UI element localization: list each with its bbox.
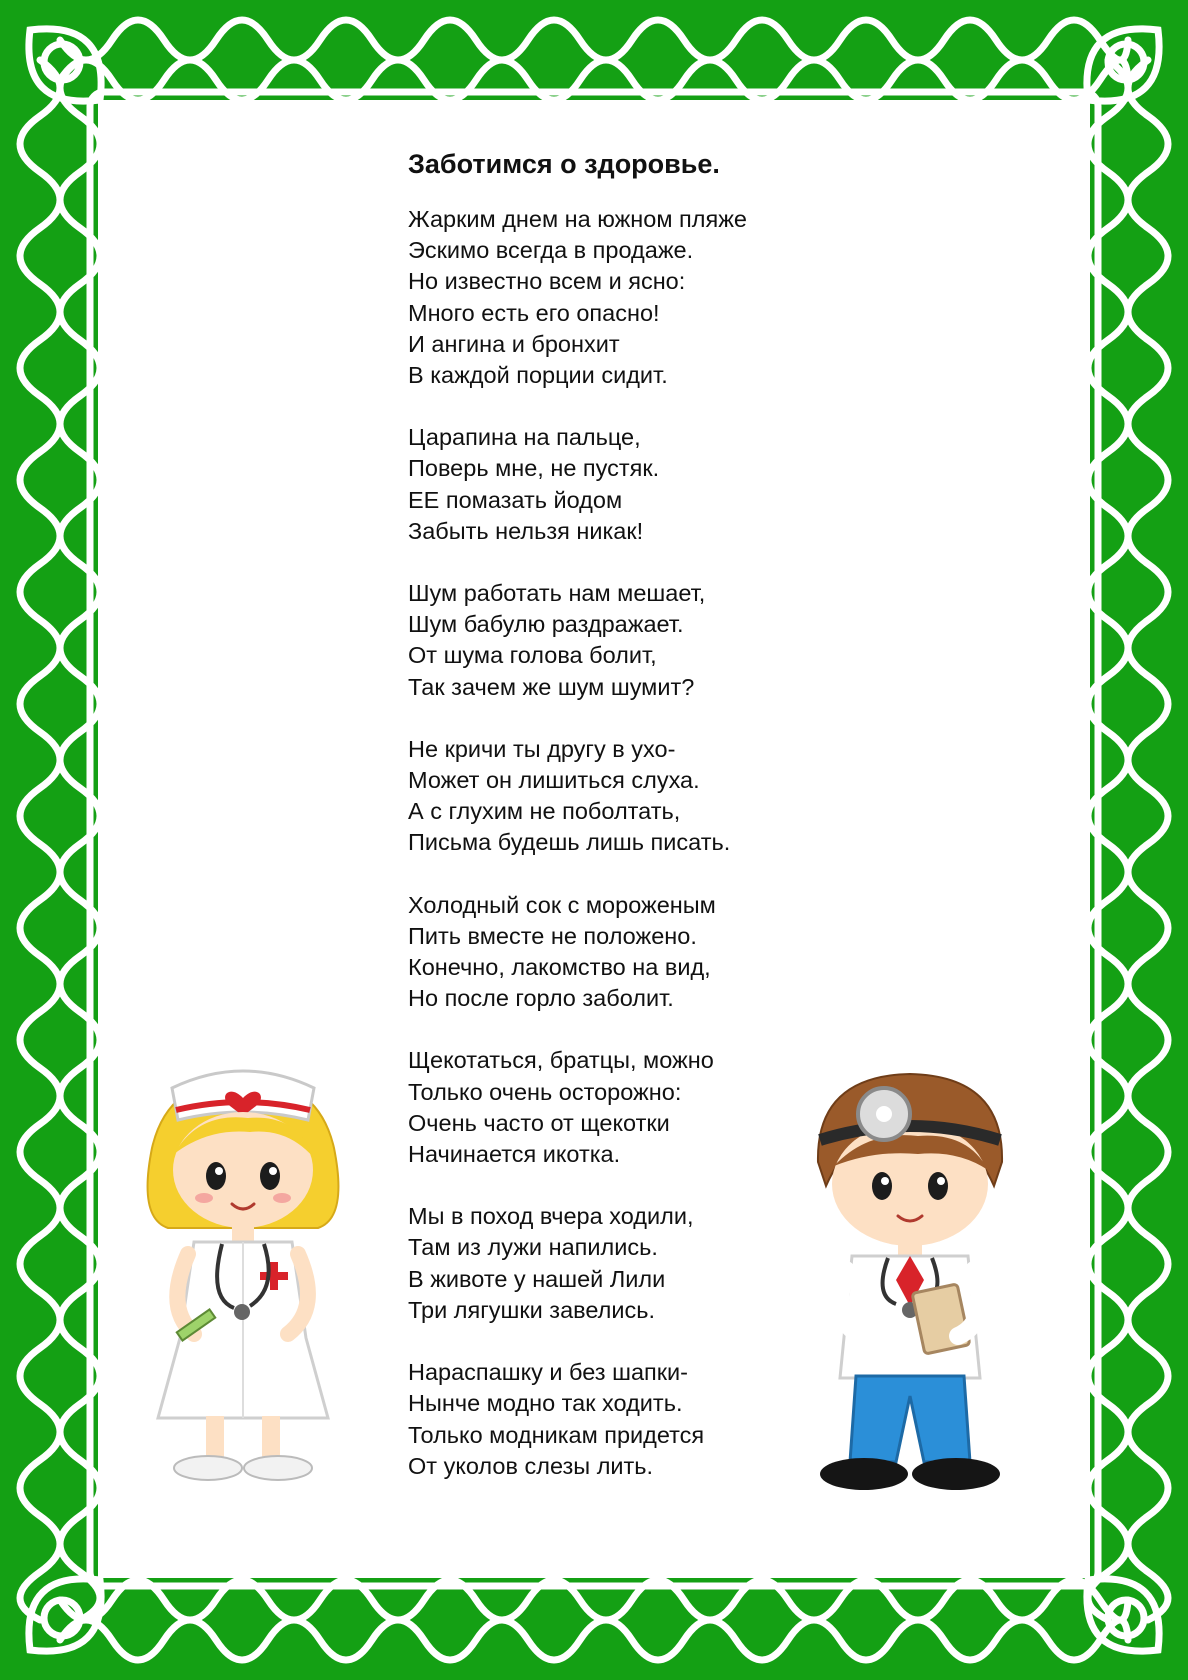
poem-line: ЕЕ помазать йодом — [408, 486, 623, 513]
poem-line: Только модникам придется — [408, 1421, 705, 1448]
poem-line: Пить вместе не положено. — [408, 922, 697, 949]
poem-line: Нынче модно так ходить. — [408, 1390, 683, 1417]
poem-line: Поверь мне, не пустяк. — [408, 455, 660, 482]
poem-line: От уколов слезы лить. — [408, 1452, 654, 1479]
poem-line: И ангина и бронхит — [408, 330, 620, 357]
poem-line: Жарким днем на южном пляже — [408, 206, 747, 232]
poem-line: Холодный сок с мороженым — [408, 891, 716, 918]
stanza — [408, 204, 868, 391]
nurse-illustration — [138, 1058, 348, 1488]
poem-line: Не кричи ты другу в ухо- — [408, 735, 676, 762]
poem-line: Шум бабулю раздражает. — [408, 611, 684, 638]
poem-line: В животе у нашей Лили — [408, 1265, 666, 1292]
poem-line: А с глухим не поболтать, — [408, 798, 681, 825]
poem-line: Очень часто от щекотки — [408, 1109, 670, 1136]
poem-line: Письма будешь лишь писать. — [408, 829, 731, 856]
poem-line: Но известно всем и ясно: — [408, 268, 686, 295]
poem-line: Может он лишиться слуха. — [408, 767, 700, 794]
poem-line: Щекотаться, братцы, можно — [408, 1047, 714, 1074]
poem-line: Царапина на пальце, — [408, 424, 641, 451]
poem-line: Три лягушки завелись. — [408, 1296, 656, 1323]
poem-line: Но после горло заболит. — [408, 985, 674, 1012]
poem-line: В каждой порции сидит. — [408, 362, 668, 389]
poem-line: Конечно, лакомство на вид, — [408, 954, 711, 981]
stanza — [408, 422, 868, 547]
poem-title: Заботимся о здоровье. — [408, 149, 720, 179]
poem-line: Много есть его опасно! — [408, 299, 660, 326]
stanza — [408, 578, 868, 703]
poem-line: Там из лужи напились. — [408, 1234, 658, 1261]
stanza — [408, 890, 868, 1015]
poem-line: Забыть нельзя никак! — [408, 517, 644, 544]
poem-line: Так зачем же шум шумит? — [408, 673, 695, 700]
poem-line: Только очень осторожно: — [408, 1078, 682, 1105]
stanza — [408, 734, 868, 859]
poem-line: Шум работать нам мешает, — [408, 580, 706, 607]
poem-line: От шума голова болит, — [408, 642, 657, 669]
poem-line: Начинается икотка. — [408, 1141, 621, 1168]
doctor-illustration — [798, 1066, 1020, 1498]
poem-line: Эскимо всегда в продаже. — [408, 237, 694, 264]
poem-line: Мы в поход вчера ходили, — [408, 1203, 694, 1230]
poem-line: Нараспашку и без шапки- — [408, 1359, 688, 1386]
